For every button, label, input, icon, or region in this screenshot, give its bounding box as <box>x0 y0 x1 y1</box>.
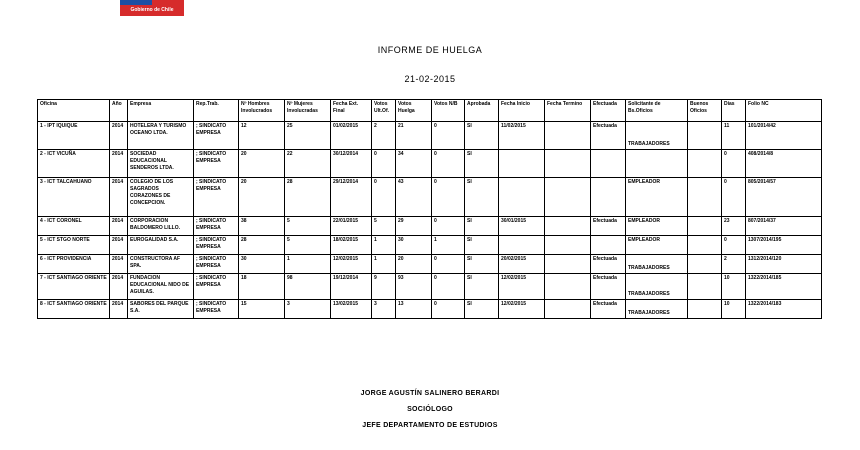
table-cell: 29 <box>396 217 432 236</box>
table-cell: 10 <box>722 274 746 300</box>
table-cell: 43 <box>396 178 432 217</box>
report-title: INFORME DE HUELGA <box>377 45 483 55</box>
table-cell: 0 <box>722 150 746 178</box>
table-cell: 7 - ICT SANTIAGO ORIENTE <box>38 274 110 300</box>
column-header: Rep.Trab. <box>194 100 239 122</box>
table-cell: 93 <box>396 274 432 300</box>
table-cell: ; SINDICATO EMPRESA <box>194 150 239 178</box>
table-row <box>38 236 822 255</box>
table-cell: 5 - ICT STGO NORTE <box>38 236 110 255</box>
column-header: Solicitante de Bs.Oficios <box>626 100 688 122</box>
table-cell: 0 <box>722 178 746 217</box>
table-cell: ; SINDICATO EMPRESA <box>194 122 239 150</box>
table-cell: 0 <box>372 150 396 178</box>
table-cell <box>688 122 722 150</box>
table-cell: 98 <box>285 274 331 300</box>
table-cell <box>688 217 722 236</box>
table-cell <box>688 178 722 217</box>
column-header: Días <box>722 100 746 122</box>
table-row <box>38 150 822 178</box>
table-cell: SI <box>465 274 499 300</box>
table-cell: SI <box>465 150 499 178</box>
table-cell: CORPORACION BALDOMERO LILLO. <box>128 217 194 236</box>
table-cell: COLEGIO DE LOS SAGRADOS CORAZONES DE CONCEPCION. <box>128 178 194 217</box>
table-cell: 1322/2014/185 <box>746 274 822 300</box>
table-cell: Efectuada <box>591 122 626 150</box>
table-cell: ; SINDICATO EMPRESA <box>194 300 239 319</box>
table-cell: 20 <box>396 255 432 274</box>
table-cell: 2014 <box>110 217 128 236</box>
column-header: Votos Ult.Of. <box>372 100 396 122</box>
table-cell: SI <box>465 122 499 150</box>
table-cell <box>499 150 545 178</box>
table-cell: EUROGALIDAD S.A. <box>128 236 194 255</box>
table-cell: 22 <box>285 150 331 178</box>
table-cell <box>591 178 626 217</box>
table-cell: 2 - ICT VICUÑA <box>38 150 110 178</box>
table-cell: 1322/2014/183 <box>746 300 822 319</box>
signature-department: JEFE DEPARTAMENTO DE ESTUDIOS <box>362 422 498 429</box>
table-cell: 34 <box>396 150 432 178</box>
table-cell: 0 <box>432 300 465 319</box>
column-header: Nº Mujeres Involucradas <box>285 100 331 122</box>
table-cell: 29/12/2014 <box>331 178 372 217</box>
table-cell: 0 <box>432 122 465 150</box>
table-cell: 30/01/2015 <box>499 217 545 236</box>
table-cell: 10 <box>722 300 746 319</box>
table-cell: EMPLEADOR <box>626 178 688 217</box>
table-cell: 12/02/2015 <box>499 300 545 319</box>
table-cell <box>545 122 591 150</box>
table-cell: 20/02/2015 <box>499 255 545 274</box>
table-cell: 2014 <box>110 178 128 217</box>
table-row <box>38 274 822 300</box>
table-cell <box>545 178 591 217</box>
table-cell: 1 <box>432 236 465 255</box>
table-cell: ; SINDICATO EMPRESA <box>194 236 239 255</box>
table-cell: ; SINDICATO EMPRESA <box>194 178 239 217</box>
table-cell: 30 <box>396 236 432 255</box>
table-cell: 5 <box>285 236 331 255</box>
table-cell: SI <box>465 236 499 255</box>
column-header: Buenos Oficios <box>688 100 722 122</box>
table-cell: 19/12/2014 <box>331 274 372 300</box>
table-cell: 30 <box>239 255 285 274</box>
table-cell: SABORES DEL PARQUE S.A. <box>128 300 194 319</box>
table-row <box>38 300 822 319</box>
table-cell: 2014 <box>110 300 128 319</box>
table-cell <box>688 255 722 274</box>
table-cell: 2014 <box>110 255 128 274</box>
table-cell: 21 <box>396 122 432 150</box>
table-cell <box>591 150 626 178</box>
table-cell <box>499 236 545 255</box>
table-cell: 18 <box>239 274 285 300</box>
table-cell <box>545 255 591 274</box>
table-cell: 11 <box>722 122 746 150</box>
table-cell: 28 <box>239 236 285 255</box>
table-cell: 11/02/2015 <box>499 122 545 150</box>
table-cell: 0 <box>432 150 465 178</box>
table-cell <box>545 150 591 178</box>
column-header: Efectuada <box>591 100 626 122</box>
column-header: Oficina <box>38 100 110 122</box>
table-cell: 0 <box>432 178 465 217</box>
table-cell: 12/02/2015 <box>331 255 372 274</box>
table-cell <box>545 300 591 319</box>
table-cell <box>688 236 722 255</box>
table-cell: 18/02/2015 <box>331 236 372 255</box>
table-cell: 13 <box>396 300 432 319</box>
table-cell: 1 <box>372 255 396 274</box>
table-cell: 8 - ICT SANTIAGO ORIENTE <box>38 300 110 319</box>
table-cell: ; SINDICATO EMPRESA <box>194 255 239 274</box>
table-cell: 0 <box>722 236 746 255</box>
table-cell: 1 <box>372 236 396 255</box>
table-row <box>38 178 822 217</box>
table-cell: SOCIEDAD EDUCACIONAL SENDEROS LTDA. <box>128 150 194 178</box>
table-cell: 13/02/2015 <box>331 300 372 319</box>
table-cell: 1307/2014/195 <box>746 236 822 255</box>
table-cell: ; SINDICATO EMPRESA <box>194 274 239 300</box>
table-cell: Efectuada <box>591 217 626 236</box>
table-cell: SI <box>465 300 499 319</box>
table-cell: CONSTRUCTORA AF SPA. <box>128 255 194 274</box>
table-row <box>38 217 822 236</box>
table-cell: TRABAJADORES <box>626 300 688 319</box>
table-cell: SI <box>465 178 499 217</box>
table-header-row <box>38 100 822 122</box>
table-cell <box>545 217 591 236</box>
table-cell: 12 <box>239 122 285 150</box>
table-cell: 15 <box>239 300 285 319</box>
column-header: Nº Hombres Involucrados <box>239 100 285 122</box>
column-header: Año <box>110 100 128 122</box>
gobierno-logo <box>120 0 184 16</box>
table-cell: 1312/2014/120 <box>746 255 822 274</box>
table-cell: 2 <box>372 122 396 150</box>
table-cell: 20 <box>239 150 285 178</box>
table-cell: EMPLEADOR <box>626 236 688 255</box>
table-cell: 9 <box>372 274 396 300</box>
table-cell: 807/2014/37 <box>746 217 822 236</box>
table-cell: 01/02/2015 <box>331 122 372 150</box>
table-cell: SI <box>465 217 499 236</box>
table-cell: Efectuada <box>591 274 626 300</box>
table-cell: 38 <box>239 217 285 236</box>
table-cell: 3 <box>285 300 331 319</box>
column-header: Fecha Inicio <box>499 100 545 122</box>
table-cell: Efectuada <box>591 300 626 319</box>
table-cell: 20 <box>239 178 285 217</box>
table-cell: 4 - ICT CORONEL <box>38 217 110 236</box>
table-cell: 6 - ICT PROVIDENCIA <box>38 255 110 274</box>
table-cell: 101/2014/42 <box>746 122 822 150</box>
column-header: Folio NC <box>746 100 822 122</box>
table-cell: 3 - ICT TALCAHUANO <box>38 178 110 217</box>
strike-report-table <box>37 99 822 319</box>
logo-text: Gobierno de Chile <box>120 5 184 16</box>
table-cell: Efectuada <box>591 255 626 274</box>
table-cell: 22/01/2015 <box>331 217 372 236</box>
signature-role: SOCIÓLOGO <box>407 406 453 413</box>
table-cell <box>626 150 688 178</box>
table-cell: ; SINDICATO EMPRESA <box>194 217 239 236</box>
table-cell <box>591 236 626 255</box>
table-cell: 3 <box>372 300 396 319</box>
table-cell: 23 <box>722 217 746 236</box>
table-cell <box>688 274 722 300</box>
table-cell <box>688 300 722 319</box>
column-header: Votos Huelga <box>396 100 432 122</box>
column-header: Aprobada <box>465 100 499 122</box>
table-cell: 0 <box>432 255 465 274</box>
table-cell: 0 <box>372 178 396 217</box>
table-cell: 0 <box>432 274 465 300</box>
table-cell <box>499 178 545 217</box>
table-cell: 5 <box>285 217 331 236</box>
table-cell: TRABAJADORES <box>626 274 688 300</box>
table-cell: 805/2014/57 <box>746 178 822 217</box>
table-cell <box>545 236 591 255</box>
table-cell <box>545 274 591 300</box>
table-cell: 2 <box>722 255 746 274</box>
signature-name: JORGE AGUSTÍN SALINERO BERARDI <box>360 390 500 397</box>
column-header: Votos N/B <box>432 100 465 122</box>
table-cell: 408/2014/8 <box>746 150 822 178</box>
table-cell: TRABAJADORES <box>626 255 688 274</box>
table-cell: 2014 <box>110 274 128 300</box>
column-header: Empresa <box>128 100 194 122</box>
table-cell: 2014 <box>110 122 128 150</box>
table-cell: 28 <box>285 178 331 217</box>
table-row <box>38 255 822 274</box>
table-cell <box>688 150 722 178</box>
table-cell: 12/02/2015 <box>499 274 545 300</box>
column-header: Fecha Termino <box>545 100 591 122</box>
table-cell: FUNDACION EDUCACIONAL NIDO DE AGUILAS. <box>128 274 194 300</box>
table-cell: 25 <box>285 122 331 150</box>
table-cell: TRABAJADORES <box>626 122 688 150</box>
table-row <box>38 122 822 150</box>
column-header: Fecha Ext. Final <box>331 100 372 122</box>
table-cell: 1 - IPT IQUIQUE <box>38 122 110 150</box>
table-cell: EMPLEADOR <box>626 217 688 236</box>
report-date: 21-02-2015 <box>404 74 456 84</box>
table-cell: 2014 <box>110 150 128 178</box>
table-cell: 0 <box>432 217 465 236</box>
table-cell: 1 <box>285 255 331 274</box>
table-cell: 30/12/2014 <box>331 150 372 178</box>
table-cell: 5 <box>372 217 396 236</box>
table-cell: HOTELERA Y TURISMO OCEANO LTDA. <box>128 122 194 150</box>
table-cell: 2014 <box>110 236 128 255</box>
table-cell: SI <box>465 255 499 274</box>
